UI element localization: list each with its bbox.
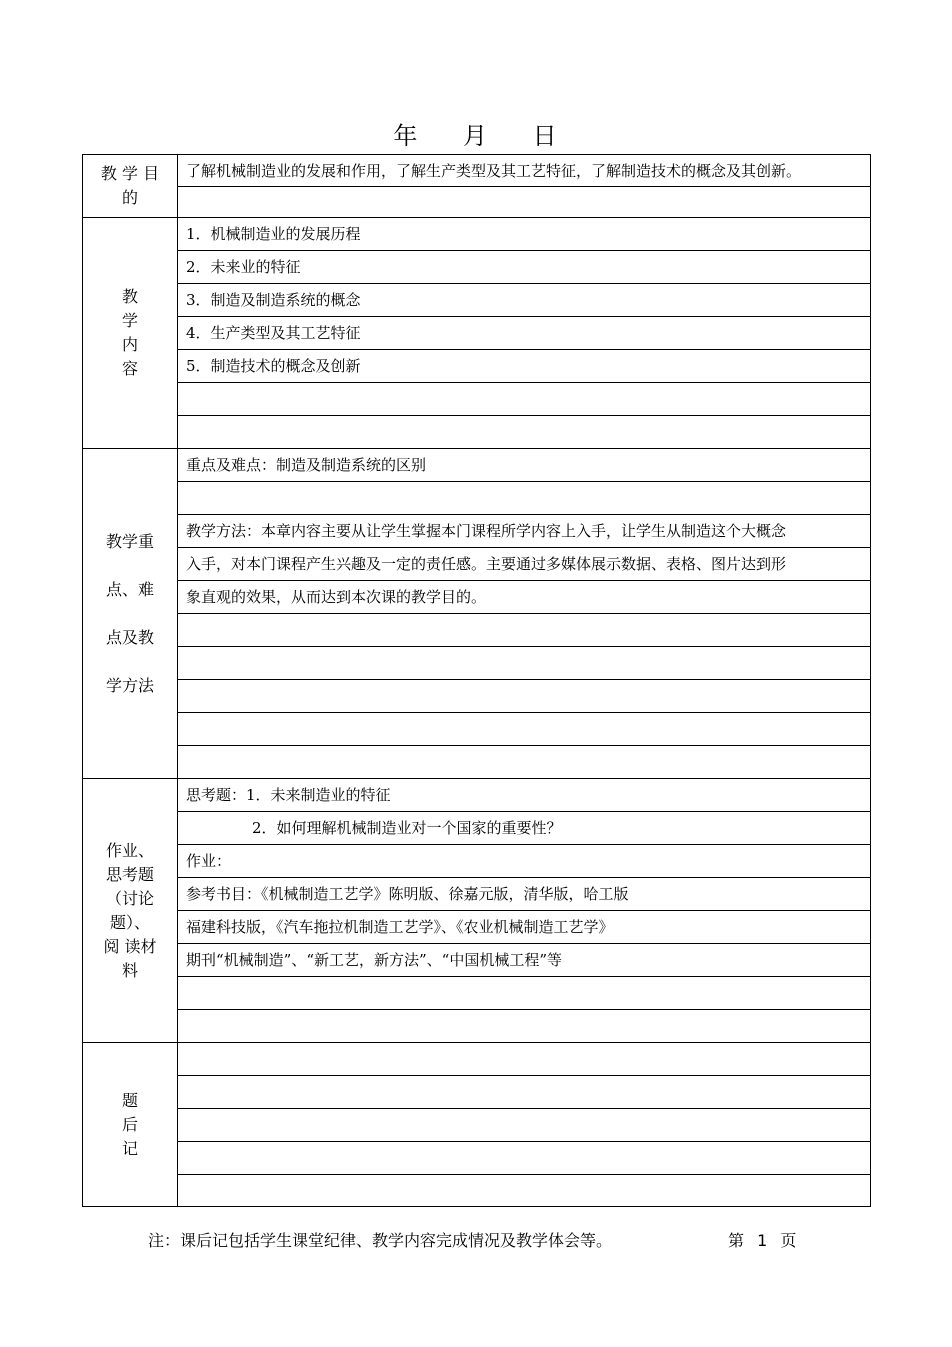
table-row [83, 383, 871, 416]
table-row [83, 1109, 871, 1142]
homework-row-8 [178, 1010, 871, 1043]
table-row [83, 1043, 871, 1076]
methods-row-5: 象直观的效果，从而达到本次课的教学目的。 [178, 581, 871, 614]
table-row [83, 1175, 871, 1207]
content-row-7 [178, 416, 871, 449]
page-number: 第 1 页 [728, 1231, 797, 1250]
table-row [83, 614, 871, 647]
table-row [83, 416, 871, 449]
table-row [83, 482, 871, 515]
methods-row-2 [178, 482, 871, 515]
table-row [83, 218, 871, 251]
table-row [83, 1142, 871, 1175]
methods-row-10 [178, 746, 871, 779]
homework-row-5: 福建科技版，《汽车拖拉机制造工艺学》、《农业机械制造工艺学》 [178, 911, 871, 944]
homework-label: 作业、 思考题 （讨论 题）、阅 读材料 [83, 779, 178, 1043]
table-row [83, 317, 871, 350]
table-row [83, 581, 871, 614]
postscript-row-2 [178, 1076, 871, 1109]
table-row [83, 911, 871, 944]
footer-note: 注：课后记包括学生课堂纪律、教学内容完成情况及教学体会等。 [148, 1231, 613, 1250]
objectives-row-1: 了解机械制造业的发展和作用，了解生产类型及其工艺特征，了解制造技术的概念及其创新。 [178, 155, 871, 187]
methods-row-9 [178, 713, 871, 746]
objectives-row-2 [178, 187, 871, 218]
lesson-plan-table [82, 154, 871, 1207]
table-row [83, 1076, 871, 1109]
table-row [83, 845, 871, 878]
methods-row-6 [178, 614, 871, 647]
table-row [83, 647, 871, 680]
content-row-3: 3．制造及制造系统的概念 [178, 284, 871, 317]
content-row-1: 1．机械制造业的发展历程 [178, 218, 871, 251]
table-row [83, 350, 871, 383]
methods-row-3: 教学方法：本章内容主要从让学生掌握本门课程所学内容上入手，让学生从制造这个大概念 [178, 515, 871, 548]
postscript-label: 题 后 记 [83, 1043, 178, 1207]
content-row-4: 4．生产类型及其工艺特征 [178, 317, 871, 350]
methods-label: 教学重 点、难 点及教 学方法 [83, 449, 178, 779]
postscript-row-5 [178, 1175, 871, 1207]
table-row [83, 155, 871, 187]
postscript-row-3 [178, 1109, 871, 1142]
table-row [83, 746, 871, 779]
homework-row-4: 参考书目：《机械制造工艺学》陈明版、徐嘉元版，清华版，哈工版 [178, 878, 871, 911]
table-row [83, 713, 871, 746]
postscript-row-4 [178, 1142, 871, 1175]
table-row [83, 878, 871, 911]
table-row [83, 449, 871, 482]
postscript-row-1 [178, 1043, 871, 1076]
table-row [83, 812, 871, 845]
methods-row-4: 入手，对本门课程产生兴趣及一定的责任感。主要通过多媒体展示数据、表格、图片达到形 [178, 548, 871, 581]
content-row-2: 2．未来业的特征 [178, 251, 871, 284]
content-label: 教 学 内 容 [83, 218, 178, 449]
table-row [83, 1010, 871, 1043]
methods-row-8 [178, 680, 871, 713]
page-date-title: 年 月 日 [393, 122, 559, 150]
homework-row-1: 思考题：1．未来制造业的特征 [178, 779, 871, 812]
content-row-6 [178, 383, 871, 416]
objectives-label: 教 学 目 的 [83, 155, 178, 218]
table-row [83, 187, 871, 218]
methods-row-7 [178, 647, 871, 680]
homework-row-6: 期刊“机械制造”、“新工艺，新方法”、“中国机械工程”等 [178, 944, 871, 977]
table-row [83, 515, 871, 548]
homework-row-7 [178, 977, 871, 1010]
content-row-5: 5．制造技术的概念及创新 [178, 350, 871, 383]
homework-row-3: 作业： [178, 845, 871, 878]
homework-row-2: 2．如何理解机械制造业对一个国家的重要性？ [178, 812, 871, 845]
table-row [83, 251, 871, 284]
table-row [83, 977, 871, 1010]
table-row [83, 944, 871, 977]
methods-row-1: 重点及难点：制造及制造系统的区别 [178, 449, 871, 482]
table-row [83, 680, 871, 713]
table-row [83, 284, 871, 317]
table-row [83, 548, 871, 581]
table-row [83, 779, 871, 812]
